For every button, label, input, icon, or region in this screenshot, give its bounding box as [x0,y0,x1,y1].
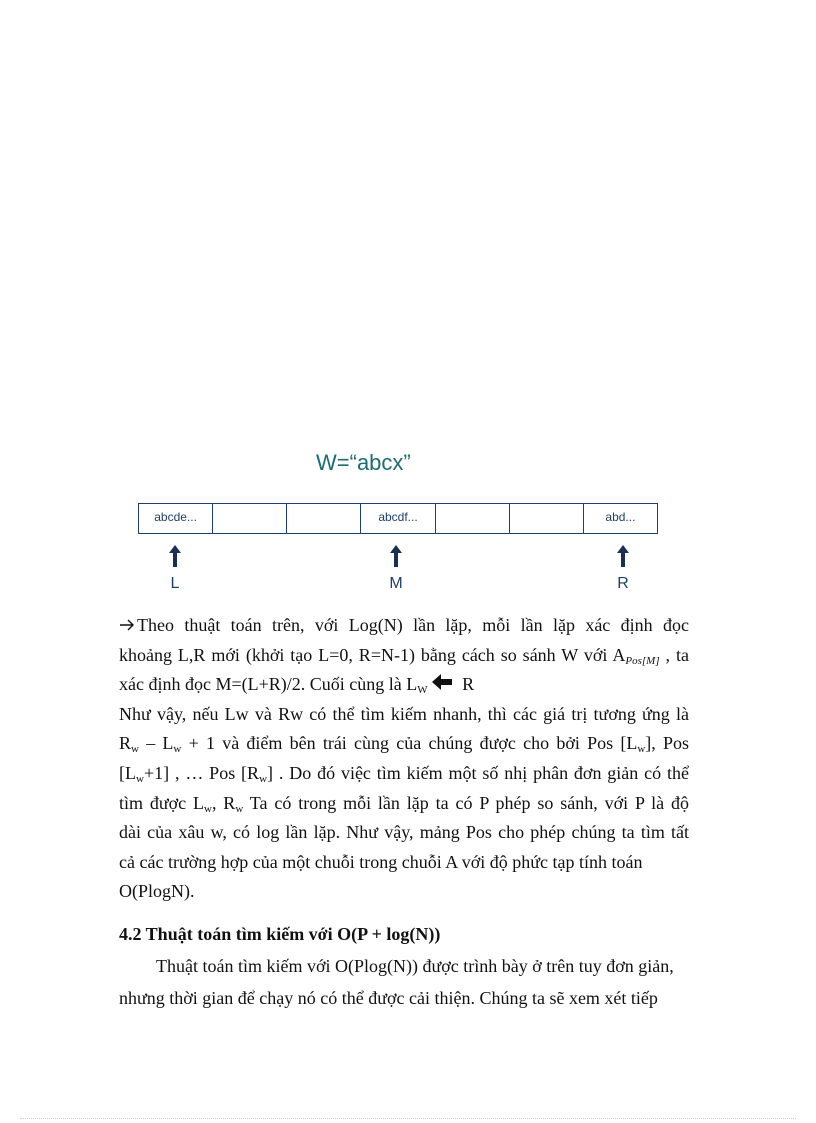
pointer-label: M [389,575,403,592]
pointer-r [611,545,635,593]
text-line: nhưng thời gian để chạy nó có thể được cải thiện. Chúng ta sẽ xem xét tiếp [119,988,658,1008]
text-line: $R_w - L_w + 1$ và điểm bên trái cùng của chúng được cho bởi Pos $[L_w]$, Pos [119,733,690,756]
array-cell: abd... [605,510,636,524]
suffix-array [138,503,658,534]
text-line: tìm được $L_w$, $R_w$ Ta có trong mỗi lần lặp ta có P phép so sánh, với P là độ [119,792,689,815]
text-line: cả các trường hợp của một chuỗi trong chuỗi A với độ phức tạp tính toán [119,851,643,872]
array-cell [213,504,287,533]
body-paragraph [119,950,694,1014]
array-cell: abcde... [139,504,213,533]
text-line: Thuật toán tìm kiếm với O(Plog(N)) được trình bày ở trên tuy đơn giản, [156,956,674,976]
text-line: xác định đọc M=(L+R)/2. Cuối cùng là $L_W$ R [119,670,689,700]
right-arrow-icon [119,611,137,641]
up-arrow-icon [169,545,181,567]
array-cell [510,504,584,533]
up-arrow-icon [617,545,629,567]
array-cell [436,504,510,533]
text-line: O(PlogN). [119,881,195,902]
text-line: dài của xâu w, có log lần lặp. Như vậy, mảng Pos cho phép chúng ta tìm tất [119,822,689,843]
text-line: $[L_w+1]$ , … Pos $[R_w]$ . Do đó việc tìm kiếm một số nhị phân đơn giản có thể [119,762,689,785]
array-cell: abcdf... [361,504,435,533]
pointer-l [163,545,187,593]
search-word-title: W=“abcx” [316,450,411,475]
pointer-label: R [617,575,629,592]
up-arrow-icon [390,545,402,567]
text-line: khoảng L,R mới (khởi tạo L=0, R=N-1) bằng cách so sánh W với $A_{Pos[M]}$ , ta [119,644,689,667]
body-paragraph [119,611,689,907]
pointer-label: L [170,575,180,592]
left-arrow-icon [432,670,462,700]
text-line: Theo thuật toán trên, với Log(N) lần lặp, mỗi lần lặp xác định đọc [119,611,689,641]
array-cell [287,504,361,533]
page-bottom-divider [20,1118,796,1119]
section-heading: 4.2 Thuật toán tìm kiếm với O(P + log(N)) [119,924,441,944]
text-line: Như vậy, nếu Lw và Rw có thể tìm kiếm nhanh, thì các giá trị tương ứng là [119,703,689,724]
pointer-m [384,545,408,593]
